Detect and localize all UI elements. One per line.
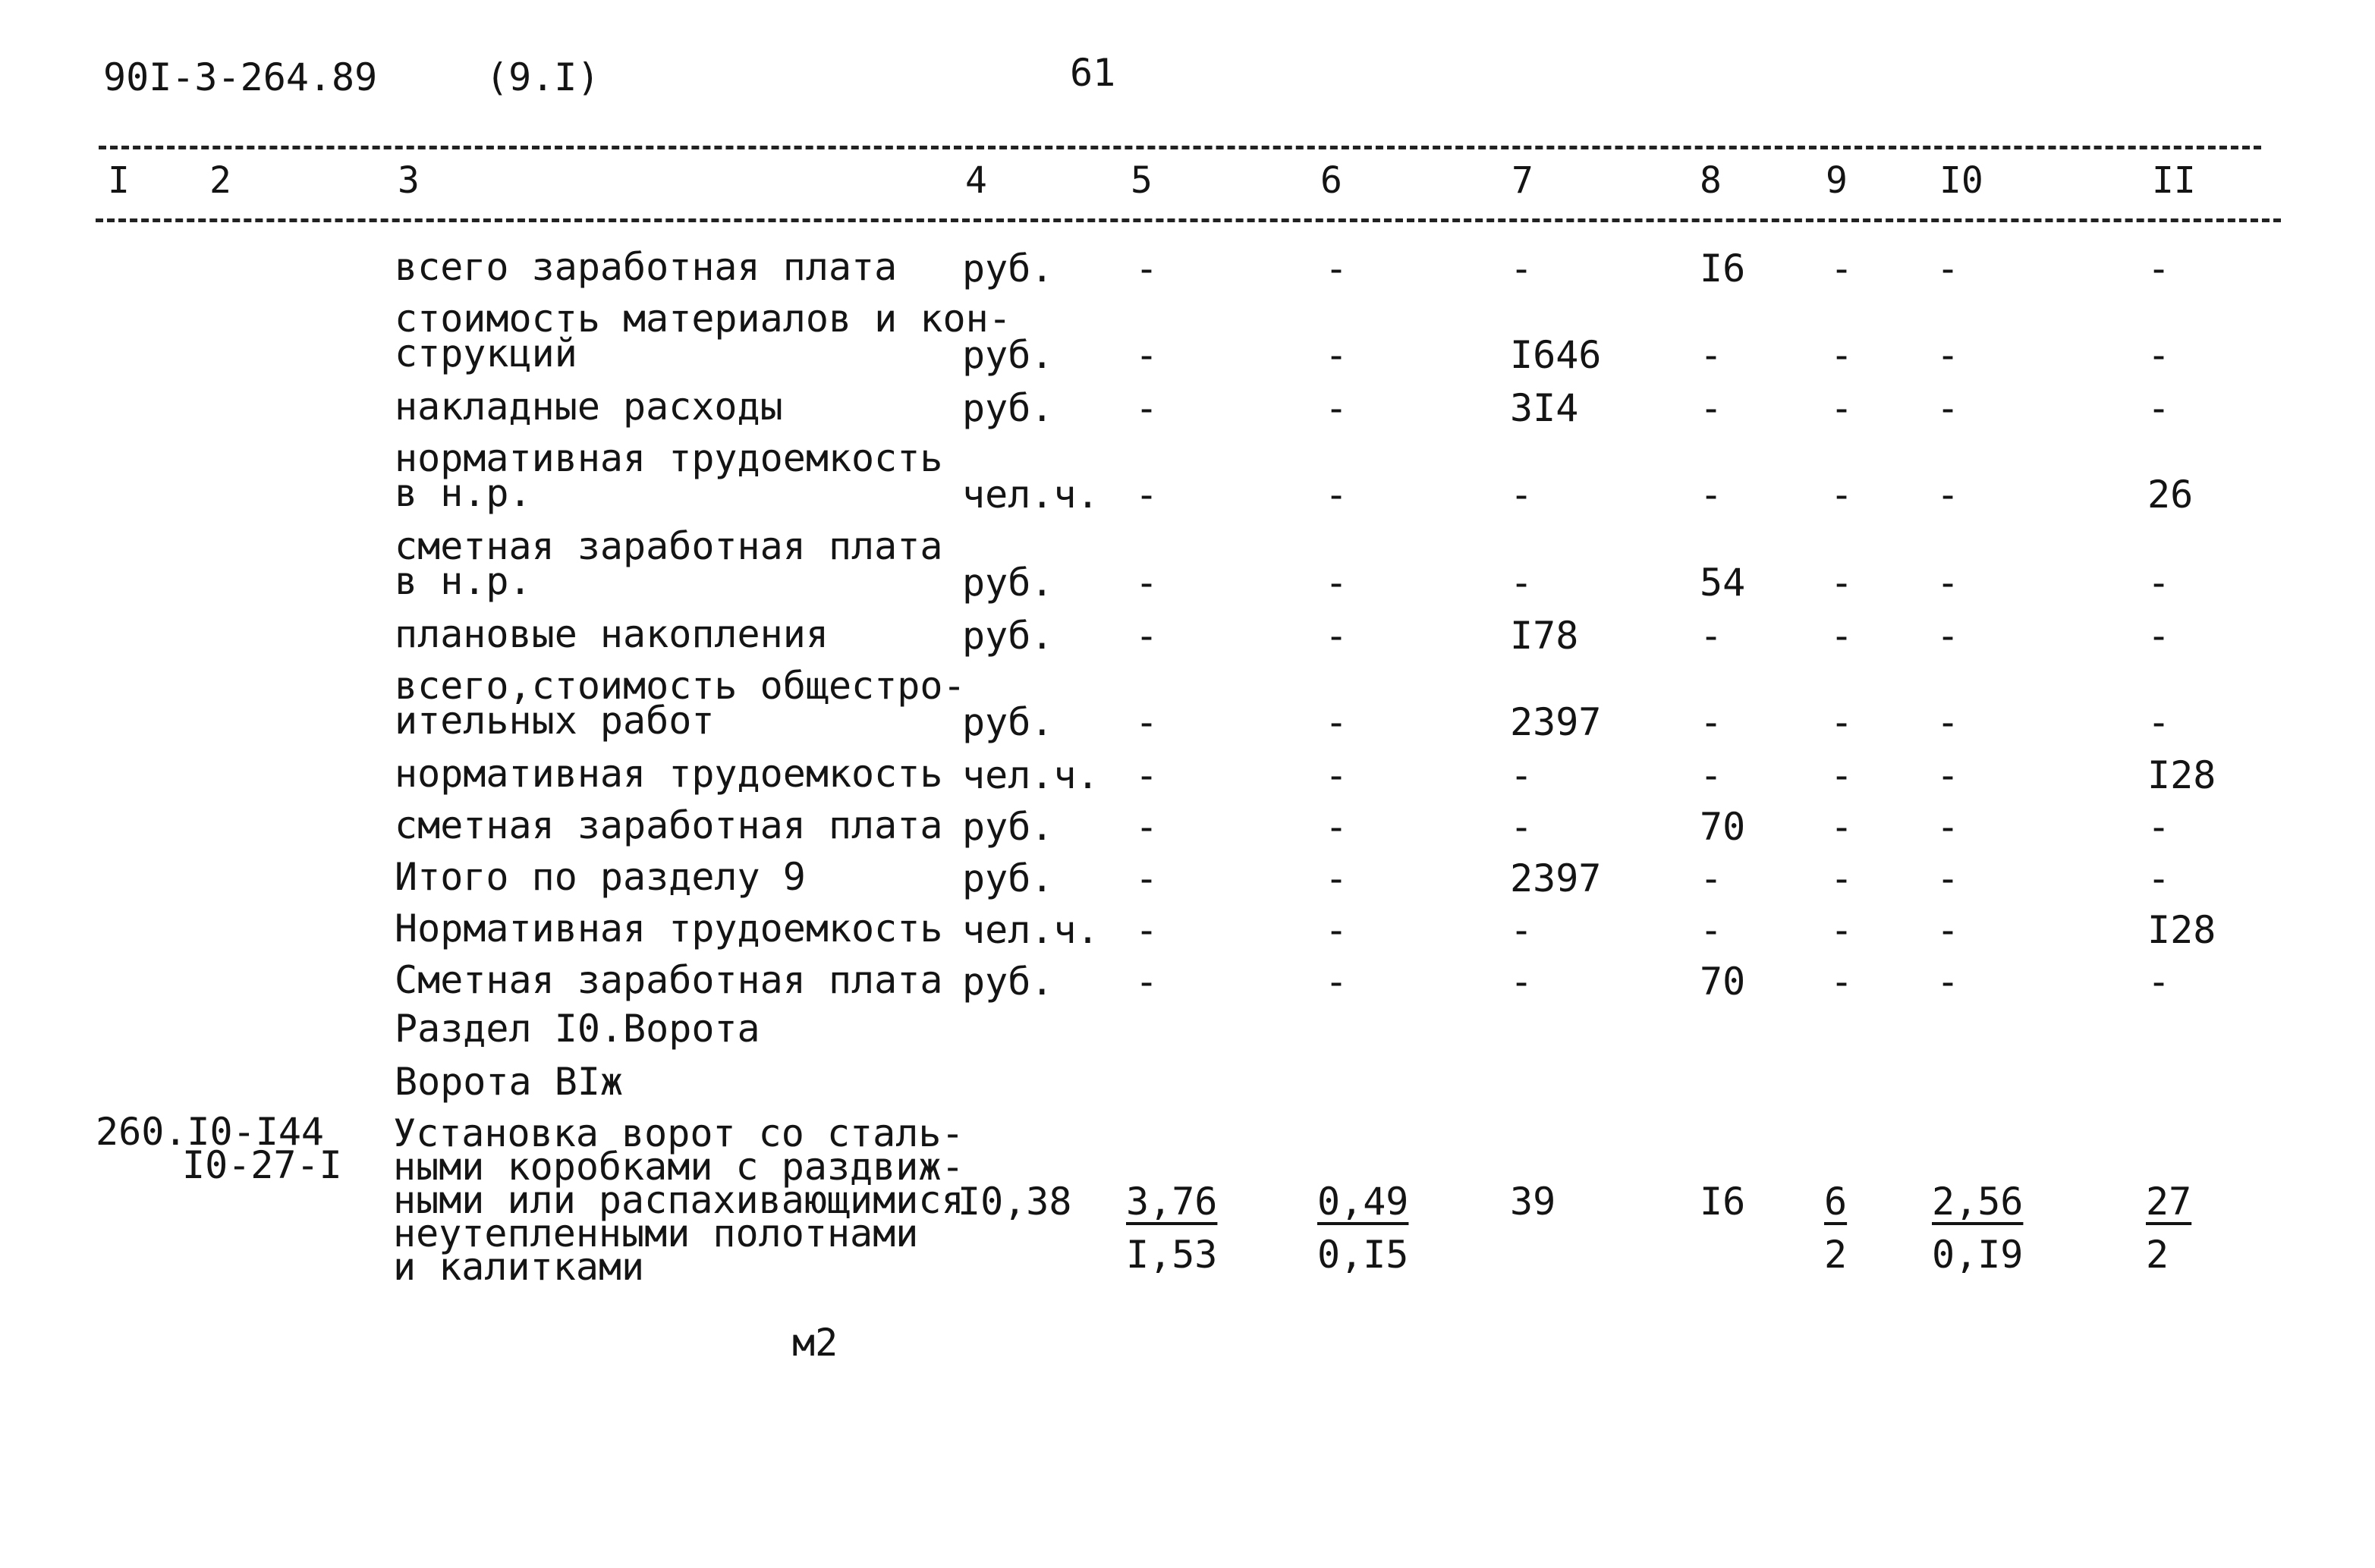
row-cell-c5: - — [1135, 856, 1159, 900]
row-cell-c8: 70 — [1700, 960, 1746, 1004]
row-cell-c6: - — [1325, 614, 1348, 658]
row-cell-c10: - — [1936, 856, 1960, 900]
row-cell-c5: - — [1135, 333, 1159, 377]
row-cell-c10: - — [1936, 473, 1960, 517]
item-description-line-3: ными или распахивающимися — [393, 1178, 964, 1222]
row-cell-c11: - — [2147, 386, 2171, 430]
row-cell-c7: 3I4 — [1510, 386, 1579, 430]
row-cell-c5: - — [1135, 614, 1159, 658]
row-description-line: накладные расходы — [395, 385, 783, 429]
row-cell-c6: - — [1325, 960, 1348, 1004]
col-header-5: 5 — [1131, 159, 1153, 202]
row-unit: руб. — [962, 856, 1054, 900]
row-cell-c10: - — [1936, 614, 1960, 658]
row-cell-c8: - — [1700, 333, 1723, 377]
col-header-1: I — [108, 159, 130, 202]
header-rule-bottom — [96, 218, 2281, 222]
row-cell-c9: - — [1830, 753, 1854, 797]
row-cell-c11: 26 — [2147, 473, 2194, 517]
row-cell-c11: - — [2147, 805, 2171, 849]
row-cell-c7: - — [1510, 908, 1534, 952]
row-unit: руб. — [962, 386, 1054, 430]
row-cell-c7: - — [1510, 247, 1534, 291]
row-description-line: Сметная заработная плата — [395, 958, 943, 1002]
row-cell-c7: - — [1510, 753, 1534, 797]
row-cell-c9: - — [1830, 614, 1854, 658]
item-quantity: I0,38 — [958, 1180, 1072, 1224]
row-cell-c6: - — [1325, 473, 1348, 517]
row-cell-c9: - — [1830, 805, 1854, 849]
row-cell-c6: - — [1325, 247, 1348, 291]
row-cell-c5: - — [1135, 753, 1159, 797]
row-cell-c10: - — [1936, 247, 1960, 291]
row-cell-c6: - — [1325, 386, 1348, 430]
row-cell-c11: - — [2147, 856, 2171, 900]
item-description-line-1: Установка ворот со сталь- — [393, 1111, 964, 1155]
row-description-line: плановые накопления — [395, 612, 829, 656]
row-cell-c9: - — [1830, 247, 1854, 291]
row-cell-c5: - — [1135, 386, 1159, 430]
col-header-3: 3 — [398, 159, 420, 202]
item-col6-top: 0,49 — [1317, 1180, 1409, 1224]
doc-code: 90I-3-264.89 — [103, 55, 378, 99]
row-description-line: в н.р. — [395, 471, 532, 515]
row-description-line: нормативная трудоемкость — [395, 752, 943, 796]
unit-note: м2 — [792, 1321, 838, 1365]
row-cell-c6: - — [1325, 856, 1348, 900]
row-cell-c10: - — [1936, 561, 1960, 605]
col-header-7: 7 — [1512, 159, 1534, 202]
row-unit: руб. — [962, 960, 1054, 1004]
row-unit: чел.ч. — [962, 473, 1099, 517]
row-cell-c5: - — [1135, 805, 1159, 849]
row-unit: чел.ч. — [962, 753, 1099, 797]
row-cell-c7: 2397 — [1510, 856, 1602, 900]
col-header-4: 4 — [965, 159, 987, 202]
row-description-line: Итого по разделу 9 — [395, 855, 806, 899]
section-code: (9.I) — [486, 55, 600, 99]
item-col6-bottom: 0,I5 — [1317, 1233, 1409, 1277]
row-cell-c7: I646 — [1510, 333, 1602, 377]
row-unit: руб. — [962, 614, 1054, 658]
row-description-line: струкций — [395, 332, 577, 376]
row-description-line: нормативная трудоемкость — [395, 436, 943, 480]
item-code-2: I0-27-I — [182, 1143, 342, 1187]
row-cell-c9: - — [1830, 561, 1854, 605]
item-col11-top: 27 — [2146, 1180, 2192, 1224]
row-cell-c8: - — [1700, 473, 1723, 517]
row-cell-c11: I28 — [2147, 908, 2216, 952]
page-number: 61 — [1070, 51, 1116, 95]
row-cell-c6: - — [1325, 700, 1348, 744]
row-description-line: всего,стоимость общестро- — [395, 664, 966, 708]
item-description-line-2: ными коробками с раздвиж- — [393, 1145, 964, 1189]
row-cell-c5: - — [1135, 700, 1159, 744]
row-cell-c7: - — [1510, 561, 1534, 605]
row-cell-c8: 54 — [1700, 561, 1746, 605]
row-cell-c7: - — [1510, 473, 1534, 517]
row-cell-c8: I6 — [1700, 247, 1746, 291]
row-description-line: сметная заработная плата — [395, 524, 943, 568]
item-col5-bottom: I,53 — [1126, 1233, 1218, 1277]
row-cell-c9: - — [1830, 856, 1854, 900]
item-description-line-5: и калитками — [393, 1245, 645, 1289]
row-cell-c7: I78 — [1510, 614, 1579, 658]
row-cell-c10: - — [1936, 333, 1960, 377]
row-unit: чел.ч. — [962, 908, 1099, 952]
col-header-2: 2 — [209, 159, 231, 202]
row-cell-c11: - — [2147, 700, 2171, 744]
row-cell-c7: 2397 — [1510, 700, 1602, 744]
col-header-9: 9 — [1826, 159, 1848, 202]
item-col7: 39 — [1510, 1180, 1556, 1224]
col-header-10: I0 — [1939, 159, 1983, 202]
row-cell-c8: - — [1700, 700, 1723, 744]
row-unit: руб. — [962, 805, 1054, 849]
row-cell-c9: - — [1830, 908, 1854, 952]
row-cell-c11: - — [2147, 960, 2171, 1004]
row-cell-c11: - — [2147, 247, 2171, 291]
row-cell-c8: 70 — [1700, 805, 1746, 849]
row-unit: руб. — [962, 333, 1054, 377]
row-description-line: ительных работ — [395, 699, 715, 743]
item-col9-bottom: 2 — [1824, 1233, 1848, 1277]
row-cell-c8: - — [1700, 753, 1723, 797]
row-cell-c11: - — [2147, 333, 2171, 377]
row-description-line: сметная заработная плата — [395, 803, 943, 847]
row-unit: руб. — [962, 700, 1054, 744]
row-cell-c7: - — [1510, 960, 1534, 1004]
row-unit: руб. — [962, 247, 1054, 291]
header-rule-top — [99, 146, 2261, 149]
col-header-11: II — [2152, 159, 2196, 202]
row-cell-c9: - — [1830, 333, 1854, 377]
item-col8: I6 — [1700, 1180, 1746, 1224]
subsection-title: Ворота BIж — [395, 1060, 624, 1104]
row-cell-c9: - — [1830, 700, 1854, 744]
item-col11-bottom: 2 — [2146, 1233, 2169, 1277]
row-cell-c5: - — [1135, 960, 1159, 1004]
row-cell-c5: - — [1135, 908, 1159, 952]
row-cell-c11: - — [2147, 614, 2171, 658]
row-cell-c6: - — [1325, 561, 1348, 605]
row-description-line: стоимость материалов и кон- — [395, 297, 1011, 341]
row-cell-c8: - — [1700, 386, 1723, 430]
row-cell-c6: - — [1325, 805, 1348, 849]
row-unit: руб. — [962, 561, 1054, 605]
row-cell-c10: - — [1936, 700, 1960, 744]
row-cell-c7: - — [1510, 805, 1534, 849]
row-cell-c10: - — [1936, 908, 1960, 952]
row-cell-c8: - — [1700, 614, 1723, 658]
item-description-line-4: неутепленными полотнами — [393, 1211, 919, 1255]
row-cell-c5: - — [1135, 473, 1159, 517]
row-cell-c11: - — [2147, 561, 2171, 605]
row-cell-c8: - — [1700, 908, 1723, 952]
row-description-line: всего заработная плата — [395, 245, 898, 289]
item-col9-top: 6 — [1824, 1180, 1848, 1224]
row-cell-c9: - — [1830, 473, 1854, 517]
row-cell-c10: - — [1936, 960, 1960, 1004]
row-cell-c8: - — [1700, 856, 1723, 900]
row-cell-c5: - — [1135, 247, 1159, 291]
row-cell-c6: - — [1325, 333, 1348, 377]
item-num: 260. — [96, 1110, 187, 1154]
col-header-6: 6 — [1320, 159, 1342, 202]
row-cell-c10: - — [1936, 386, 1960, 430]
row-cell-c10: - — [1936, 805, 1960, 849]
row-cell-c9: - — [1830, 386, 1854, 430]
row-description-line: в н.р. — [395, 559, 532, 603]
section-title: Раздел I0.Ворота — [395, 1007, 760, 1051]
item-col10-top: 2,56 — [1932, 1180, 2024, 1224]
row-cell-c10: - — [1936, 753, 1960, 797]
row-cell-c9: - — [1830, 960, 1854, 1004]
col-header-8: 8 — [1700, 159, 1722, 202]
item-col5-top: 3,76 — [1126, 1180, 1218, 1224]
row-cell-c6: - — [1325, 753, 1348, 797]
row-cell-c5: - — [1135, 561, 1159, 605]
row-description-line: Нормативная трудоемкость — [395, 907, 943, 951]
item-code-1: I0-I44 — [187, 1110, 325, 1154]
row-cell-c6: - — [1325, 908, 1348, 952]
row-cell-c11: I28 — [2147, 753, 2216, 797]
item-col10-bottom: 0,I9 — [1932, 1233, 2024, 1277]
